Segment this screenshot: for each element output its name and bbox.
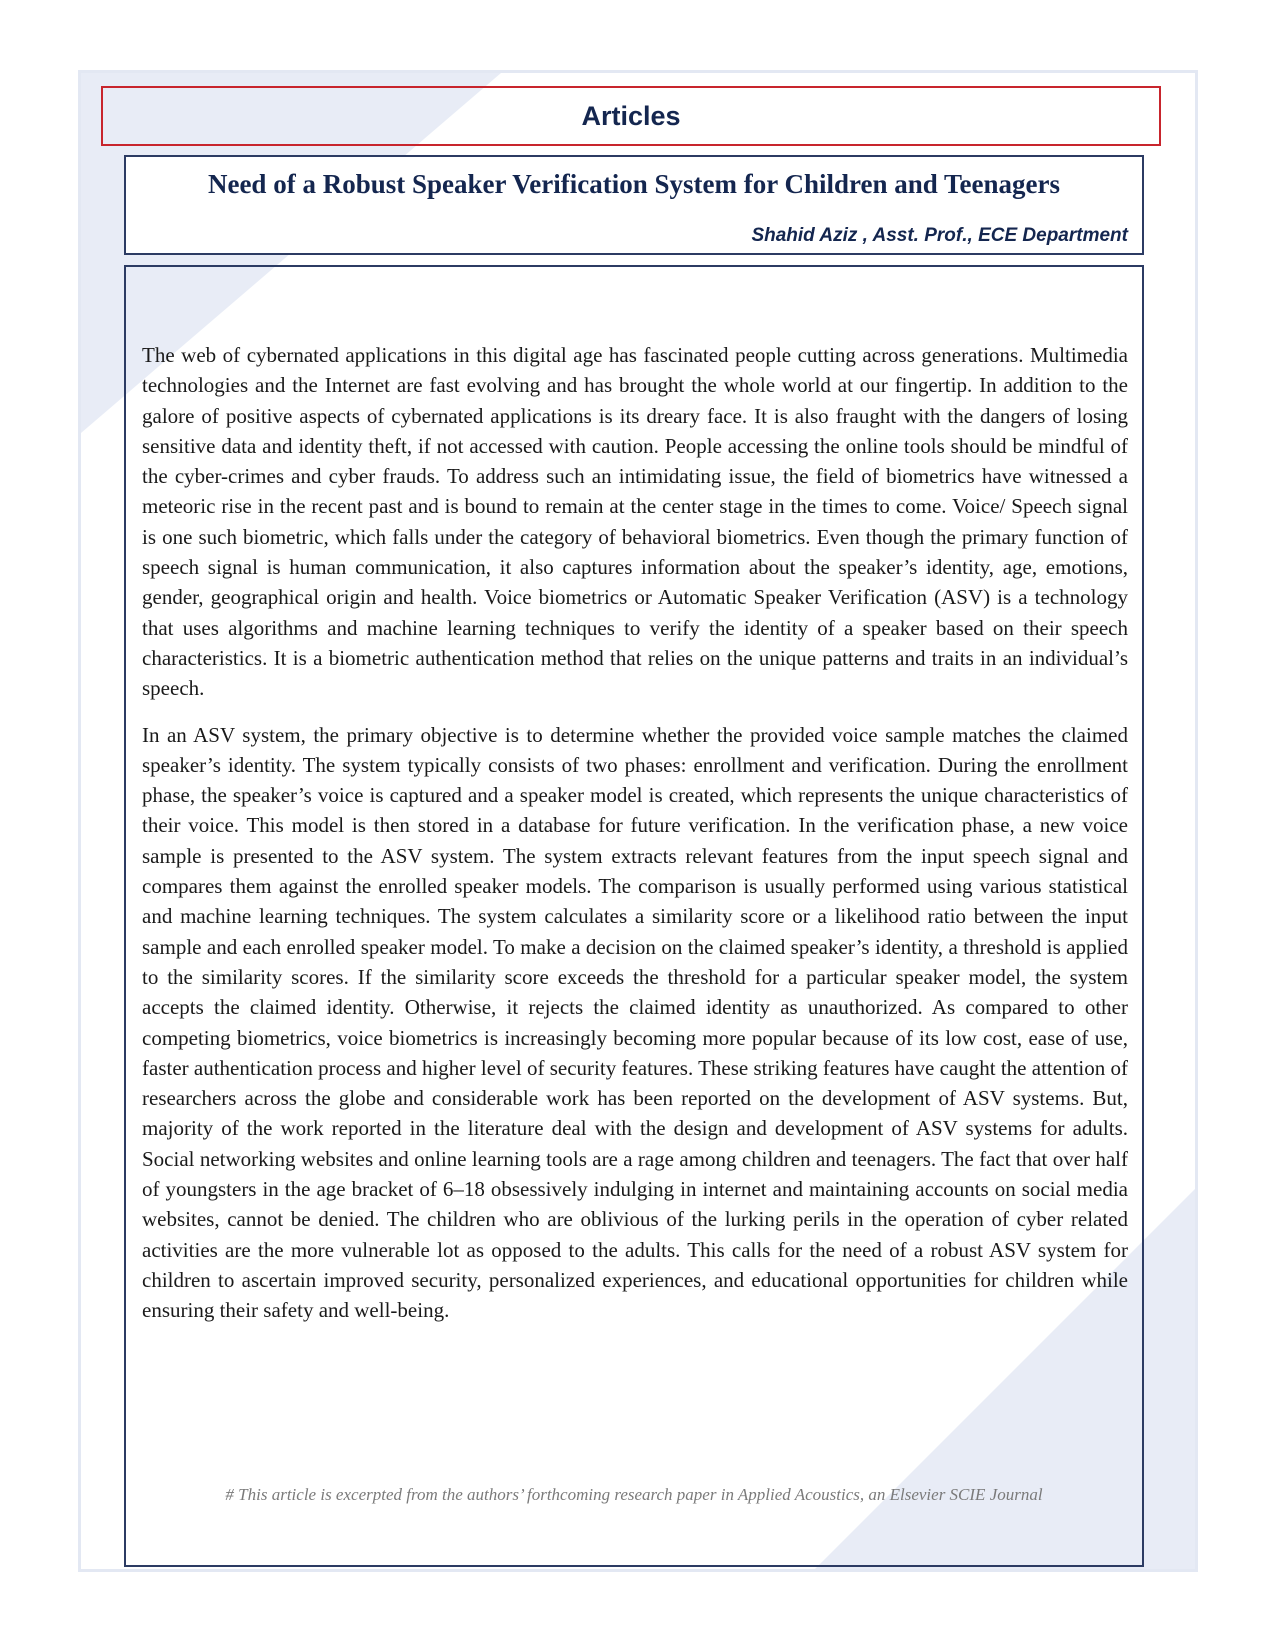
paragraph-2: In an ASV system, the primary objective is to determine whether the provided voice sample matches the claimed speaker’s identity. The system typically consists of two phases: enrollment and verification. During the enrollment phase, the speaker’s voice is captured and a speaker model is created, which represents the unique characteristics of their voice. This model is then stored in a database for future verification. In the verification phase, a new voice sample is presented to the ASV system. The system extracts relevant features from the input speech signal and compares them against the enrolled speaker models. The comparison is usually performed using various statistical and machine learning techniques. The system calculates a similarity score or a likelihood ratio between the input sample and each enrolled speaker model. To make a decision on the claimed speaker’s identity, a threshold is applied to the similarity scores. If the similarity score exceeds the threshold for a particular speaker model, the system accepts the claimed identity. Otherwise, it rejects the claimed identity as unauthorized. As compared to other competing biometrics, voice biometrics is increasingly becoming more popular because of its low cost, ease of use, faster authentication process and higher level of security features. These striking features have caught the attention of researchers across the globe and considerable work has been reported on the development of ASV systems. But, majority of the work reported in the literature deal with the design and development of ASV systems for adults. Social networking websites and online learning tools are a rage among children and teenagers. The fact that over half of youngsters in the age bracket of 6–18 obsessively indulging in internet and maintaining accounts on social media websites, cannot be denied. The children who are oblivious of the lurking perils in the operation of cyber related activities are the more vulnerable lot as opposed to the adults. This calls for the need of a robust ASV system for children to ascertain improved security, personalized experiences, and educational opportunities for children while ensuring their safety and well-being. <box>142 722 1128 1323</box>
section-label: Articles <box>581 100 681 131</box>
paragraph-1: The web of cybernated applications in this digital age has fascinated people cutting across generations. Multimedia technologies and the Internet are fast evolving and has brought the whole world at our fingertip. In addition to the galore of positive aspects of cybernated applications is its dreary face. It is also fraught with the dangers of losing sensitive data and identity theft, if not accessed with caution. People accessing the online tools should be mindful of the cyber-crimes and cyber frauds. To address such an intimidating issue, the field of biometrics have witnessed a meteoric rise in the recent past and is bound to remain at the center stage in the times to come. Voice/ Speech signal is one such biometric, which falls under the category of behavioral biometrics. Even though the primary function of speech signal is human communication, it also captures information about the speaker’s identity, age, emotions, gender, geographical origin and health. Voice biometrics or Automatic Speaker Verification (ASV) is a technology that uses algorithms and machine learning techniques to verify the identity of a speaker based on their speech characteristics. It is a biometric authentication method that relies on the unique patterns and traits in an individual’s speech. <box>142 343 1128 701</box>
article-body-box <box>124 265 1144 1567</box>
article-title: Need of a Robust Speaker Verification System for Children and Teenagers <box>207 169 1061 199</box>
article-author: Shahid Aziz , Asst. Prof., ECE Department <box>751 225 1128 246</box>
title-box <box>124 155 1144 255</box>
footnote: # This article is excerpted from the authors’ forthcoming research paper in Applied Acoustics, an Elsevier SCIE Journal <box>225 1485 1043 1504</box>
article-body <box>142 340 1128 1342</box>
section-header <box>101 86 1161 146</box>
